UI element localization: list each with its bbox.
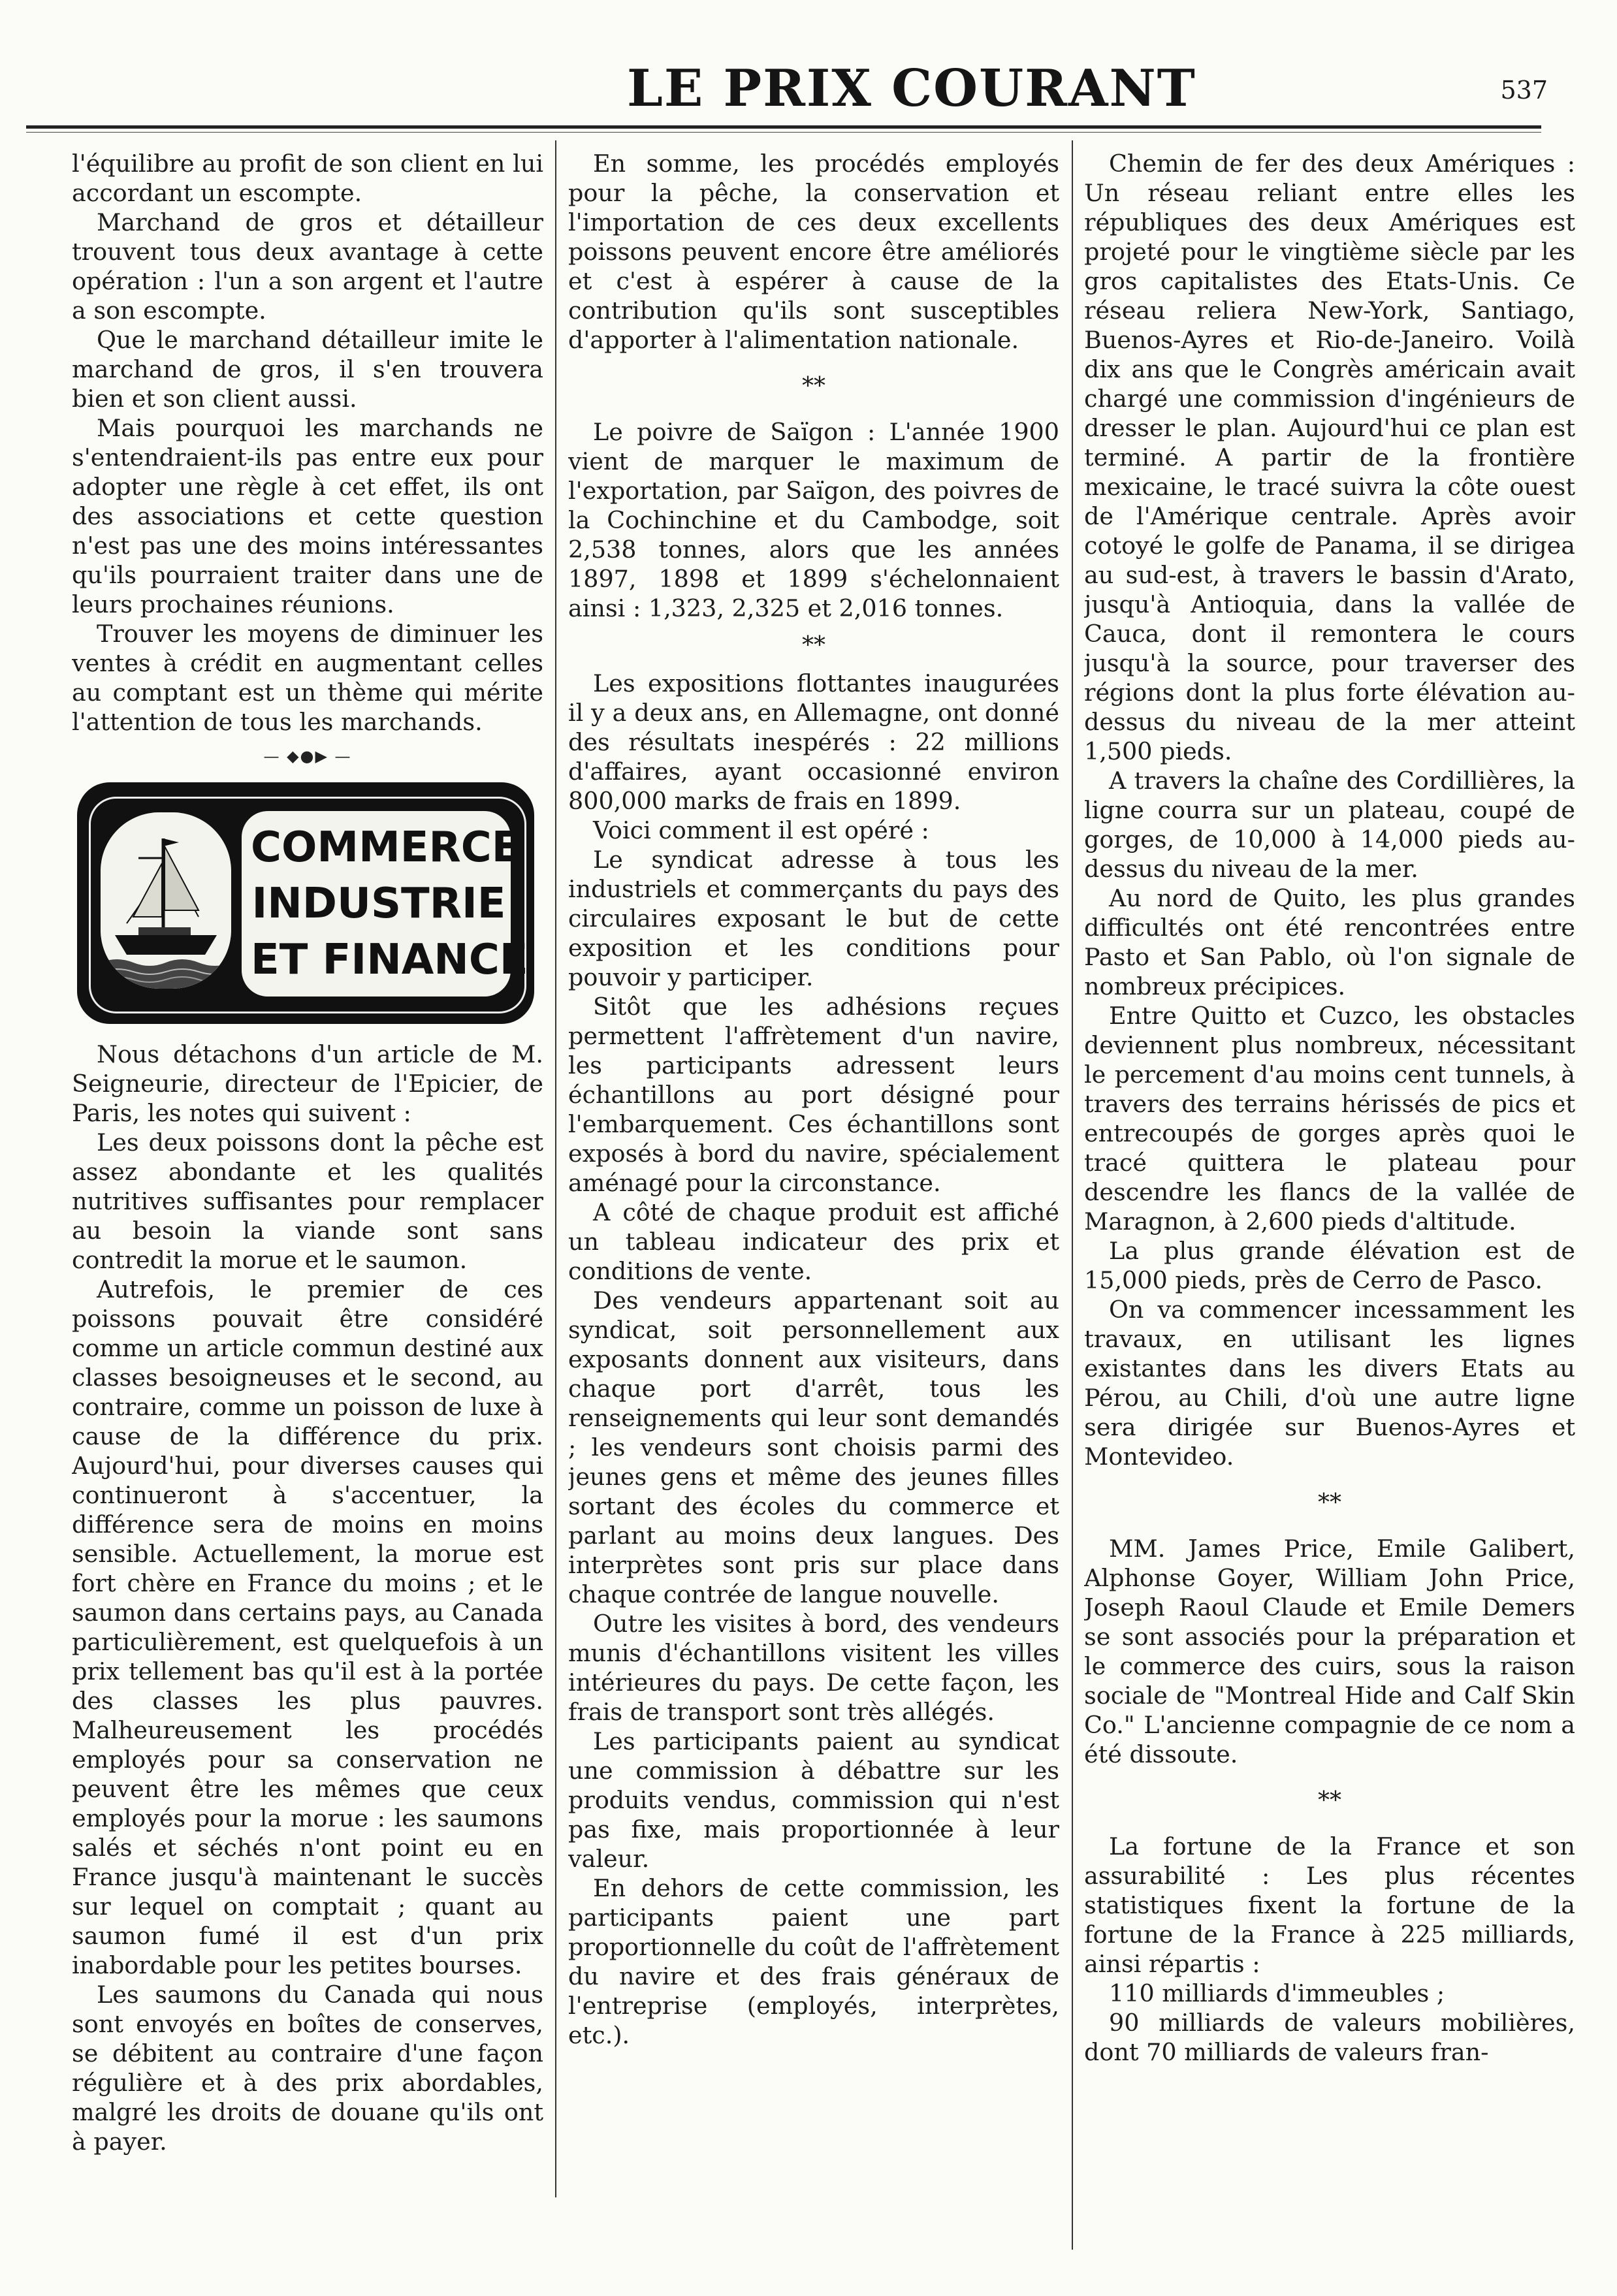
banner-title xyxy=(242,811,528,997)
page-number: 537 xyxy=(1500,76,1548,104)
paragraph: A côté de chaque produit est affiché un tableau indicateur des prix et conditions de vente. xyxy=(568,1198,1059,1285)
paragraph: Voici comment il est opéré : xyxy=(593,816,929,844)
section-banner xyxy=(77,782,534,1024)
paragraph: Outre les visites à bord, des vendeurs munis d'échantillons visitent les villes intérieures du pays. De cette façon, les frais de transport sont très allégés. xyxy=(568,1610,1059,1726)
paragraph: Au nord de Quito, les plus grandes difficultés ont été rencontrées entre Pasto et San Pablo, où l'on signale de nombreux précipices. xyxy=(1084,884,1575,1000)
asterism-separator: ** xyxy=(802,632,825,659)
paragraph: La plus grande élévation est de 15,000 pieds, près de Cerro de Pasco. xyxy=(1084,1237,1575,1294)
paragraph: Sitôt que les adhésions reçues permettent l'affrètement d'un navire, les participants adressent leurs échantillons au port désigné pour l'embarquement. Ces échantillons sont exposés à bord du navire, spécialement aménagé pour la circonstance. xyxy=(568,993,1059,1197)
banner-line-1: COMMERCE xyxy=(251,823,520,872)
paragraph: Les deux poissons dont la pêche est assez abondante et les qualités nutritives suffisantes pour remplacer au besoin la viande sont sans contredit la morue et le saumon. xyxy=(72,1128,543,1274)
asterism-separator: ** xyxy=(1318,1490,1341,1516)
paragraph: Les saumons du Canada qui nous sont envoyés en boîtes de conserves, se débitent au contraire d'une façon régulière et à des prix abordables, malgré les droits de douane qu'ils ont à payer. xyxy=(72,1981,543,2156)
paragraph: En dehors de cette commission, les participants paient une part proportionnelle du coût de l'affrètement du navire et des frais généraux de l'entreprise (employés, interprètes, etc.). xyxy=(568,1874,1059,2049)
paragraph: Entre Quitto et Cuzco, les obstacles deviennent plus nombreux, nécessitant le percement d'au moins cent tunnels, à travers des terrains hérissés de pics et entrecoupés de gorges après quoi le tracé quittera le plateau pour descendre les flancs de la vallée de Maragnon, à 2,600 pieds d'altitude. xyxy=(1084,1002,1575,1236)
column-1 xyxy=(72,149,543,2258)
paragraph: Marchand de gros et détailleur trouvent tous deux avantage à cette opération : l'un a son argent et l'autre a son escompte. xyxy=(72,208,543,325)
header-rule-thin xyxy=(26,132,1541,133)
paragraph: l'équilibre au profit de son client en lui accordant un escompte. xyxy=(72,150,543,207)
paragraph: Le syndicat adresse à tous les industriels et commerçants du pays des circulaires exposant le but de cette exposition et les conditions pour pouvoir y participer. xyxy=(568,846,1059,991)
paragraph: Mais pourquoi les marchands ne s'entendraient-ils pas entre eux pour adopter une règle à cet effet, ils ont des associations et cette question n'est pas une des moins intéressantes qu'ils pourraient traiter dans une de leurs prochaines réunions. xyxy=(72,414,543,618)
column-rule-1 xyxy=(555,140,556,2197)
paragraph: 110 milliards d'immeubles ; xyxy=(1109,1979,1445,2007)
paragraph: Des vendeurs appartenant soit au syndicat, soit personnellement aux exposants donnent aux visiteurs, dans chaque port d'arrêt, tous les renseignements qui leur sont demandés ; les vendeurs sont choisis parmi des jeunes gens et même des jeunes filles sortant des écoles du commerce et parlant au moins deux langues. Des interprètes sont pris sur place dans chaque contrée de langue nouvelle. xyxy=(568,1286,1059,1608)
paragraph: En somme, les procédés employés pour la pêche, la conservation et l'importation de ces deux excellents poissons peuvent encore être améliorés et c'est à espérer à cause de la contribution qu'ils sont susceptibles d'apporter à l'alimentation nationale. xyxy=(568,150,1059,354)
paragraph: Le poivre de Saïgon : L'année 1900 vient de marquer le maximum de l'exportation, par Saïgon, des poivres de la Cochinchine et du Cambodge, soit 2,538 tonnes, alors que les années 1897, 1898 et 1899 s'échelonnaient ainsi : 1,323, 2,325 et 2,016 tonnes. xyxy=(568,418,1059,622)
paragraph: 90 milliards de valeurs mobilières, dont 70 milliards de valeurs fran- xyxy=(1084,2009,1575,2066)
paragraph: Autrefois, le premier de ces poissons pouvait être considéré comme un article commun destiné aux classes besoigneuses et le second, au contraire, comme un poisson de luxe à cause de la différence du prix. Aujourd'hui, pour diverses causes qui continueront à s'accentuer, la différence sera de moins en moins sensible. Actuellement, la morue est fort chère en France du moins ; et le saumon dans certains pays, au Canada particulièrement, est quelquefois à un prix tellement bas qu'il est à la portée des classes les plus pauvres. Malheureusement les procédés employés pour sa conservation ne peuvent être les mêmes que ceux employés pour la morue : les saumons salés et séchés n'ont point eu en France jusqu'à maintenant le succès sur lequel on comptait ; quant au saumon fumé il est d'un prix inabordable pour les petites bourses. xyxy=(72,1275,543,1979)
header-rule xyxy=(26,125,1541,129)
ship-icon xyxy=(101,812,231,989)
paragraph: Chemin de fer des deux Amériques : Un réseau reliant entre elles les républiques des deux Amériques est projeté pour le vingtième siècle par les gros capitalistes des Etats-Unis. Ce réseau reliera New-York, Santiago, Buenos-Ayres et Rio-de-Janeiro. Voilà dix ans que le Congrès américain avait chargé une commission d'ingénieurs de dresser le plan. Aujourd'hui ce plan est terminé. A partir de la frontière mexicaine, le tracé suivra la côte ouest de l'Amérique centrale. Après avoir cotoyé le golfe de Panama, il se dirigea au sud-est, à travers le bassin d'Arato, jusqu'à Antioquia, dans la vallée de Cauca, dont il remontera le cours jusqu'à la source, pour traverser des régions dont la plus forte élévation au-dessus du niveau de la mer atteint 1,500 pieds. xyxy=(1084,150,1575,765)
paragraph: MM. James Price, Emile Galibert, Alphonse Goyer, William John Price, Joseph Raoul Claude et Emile Demers se sont associés pour la préparation et le commerce des cuirs, sous la raison sociale de "Montreal Hide and Calf Skin Co." L'ancienne compagnie de ce nom a été dissoute. xyxy=(1084,1535,1575,1768)
paragraph: Les participants paient au syndicat une commission à débattre sur les produits vendus, commission qui n'est pas fixe, mais proportionnée à leur valeur. xyxy=(568,1727,1059,1873)
column-2 xyxy=(568,149,1059,2258)
column-3 xyxy=(1084,149,1575,2258)
banner-line-2: INDUSTRIE xyxy=(251,880,506,928)
paragraph: La fortune de la France et son assurabilité : Les plus récentes statistiques fixent la fortune de la fortune de la France à 225 milliards, ainsi répartis : xyxy=(1084,1832,1575,1978)
paragraph: Que le marchand détailleur imite le marchand de gros, il s'en trouvera bien et son client aussi. xyxy=(72,326,543,413)
paragraph: Trouver les moyens de diminuer les ventes à crédit en augmentant celles au comptant est un thème qui mérite l'attention de tous les marchands. xyxy=(72,620,543,736)
paragraph: On va commencer incessamment les travaux, en utilisant les lignes existantes dans les divers Etats au Pérou, au Chili, d'où une autre ligne sera dirigée sur Buenos-Ayres et Montevideo. xyxy=(1084,1296,1575,1471)
masthead: LE PRIX COURANT xyxy=(627,59,1196,118)
asterism-separator: ** xyxy=(802,373,825,400)
asterism-separator: ** xyxy=(1318,1787,1341,1814)
paragraph: Les expositions flottantes inaugurées il y a deux ans, en Allemagne, ont donné des résultats inespérés : 22 millions d'affaires, ayant occasionné environ 800,000 marks de frais en 1899. xyxy=(568,669,1059,815)
column-rule-2 xyxy=(1072,140,1073,2250)
banner-line-3: ET FINANCE xyxy=(251,936,528,984)
paragraph: Nous détachons d'un article de M. Seigneurie, directeur de l'Epicier, de Paris, les notes qui suivent : xyxy=(72,1040,543,1127)
paragraph: A travers la chaîne des Cordillières, la ligne courra sur un plateau, coupé de gorges, de 10,000 à 14,000 pieds au-dessus du niveau de la mer. xyxy=(1084,767,1575,883)
ornament-divider: — ◆●▶ — xyxy=(263,747,352,765)
